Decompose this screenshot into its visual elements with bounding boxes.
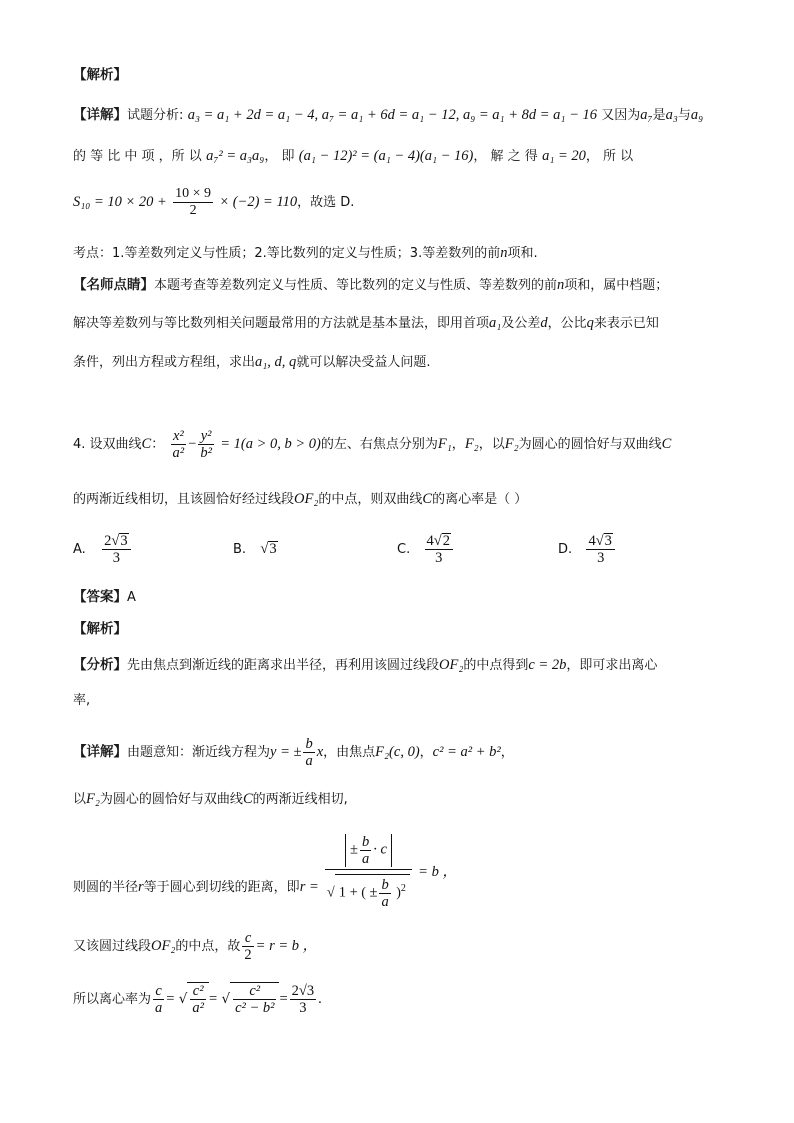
kaodian-text: 考点：1.等差数列定义与性质；2.等比数列的定义与性质；3.等差数列的前 <box>73 246 501 261</box>
section-label-teacher-tip: 【名师点睛】 <box>73 277 154 293</box>
math-term: y = ± <box>270 744 302 760</box>
mingshi-line-3 <box>73 353 430 372</box>
fraction-denominator: 3 <box>299 1000 307 1016</box>
plus-minus: ± <box>350 841 358 858</box>
math-term: n <box>557 277 565 293</box>
text-fragment: 所以离心率为 <box>73 992 152 1007</box>
fraction-denominator: a <box>381 894 389 910</box>
math-term: C <box>661 436 672 452</box>
coefficient: 4 <box>426 533 434 549</box>
text-fragment: ， 解 之 得 <box>473 149 538 164</box>
text-fragment: 的中点，故 <box>175 939 241 954</box>
math-term: OF₂ <box>151 938 176 954</box>
fraction-numerator: y² <box>198 428 214 445</box>
option-letter: D. <box>558 542 573 557</box>
choose-answer-text: ，故选 D. <box>297 195 355 210</box>
prev-detail-line-3 <box>73 186 354 219</box>
text-fragment: 条件，列出方程或方程组，求出 <box>73 355 256 370</box>
math-term: OF₂ <box>294 491 319 507</box>
fraction-numerator: b <box>381 877 389 893</box>
text-fragment: ， 即 <box>264 149 295 164</box>
text-fragment: 就可以解决受益人问题. <box>296 355 431 370</box>
text-fragment: 来表示已知 <box>593 316 659 331</box>
radicand: 3 <box>120 533 128 549</box>
option-value: $\frac{4√3}{3}$ <box>586 533 614 566</box>
xiangjie-line-1 <box>73 736 514 769</box>
math-term: a₁, d, q <box>255 354 297 370</box>
solve-equation: (a₁ − 12)² = (a₁ − 4)(a₁ − 16) <box>298 148 474 164</box>
option-letter: B. <box>233 542 247 557</box>
answer-value: A <box>127 590 136 605</box>
fraction-denominator: 2 <box>189 203 197 218</box>
math-term: a₁ <box>489 315 502 331</box>
math-term: F₂ <box>464 436 479 452</box>
fraction-denominator: a <box>155 1000 163 1016</box>
text-fragment: 先由焦点到渐近线的距离求出半径，再利用该圆过线段 <box>127 658 440 673</box>
text-fragment: 为圆心的圆恰好与双曲线 <box>99 792 243 807</box>
denominator: 3 <box>112 550 120 566</box>
fraction <box>173 186 213 219</box>
fraction-c-over-a <box>153 983 164 1016</box>
coefficient: 4 <box>588 533 596 549</box>
text-fragment: 的中点得到 <box>463 658 529 673</box>
section-label-detail: 【详解】 <box>73 107 127 123</box>
radicand: 3 <box>604 533 612 549</box>
text-fragment: 的两渐近线相切，且该圆恰好经过线段 <box>73 492 295 507</box>
math-term: n <box>500 245 508 261</box>
fraction-numerator: 2√3 <box>291 983 315 999</box>
text-fragment: 是 <box>652 108 666 123</box>
option-value: $\frac{2√3}{3}$ <box>102 533 130 566</box>
fraction-denominator: a <box>361 851 370 867</box>
math-term: a₉ <box>690 107 704 123</box>
hyperbola-condition: = 1(a > 0, b > 0) <box>220 436 321 452</box>
text-fragment: ， <box>500 745 514 760</box>
fraction-denominator: a² <box>172 445 185 461</box>
math-term: C <box>242 791 253 807</box>
sequence-equation: a₃ = a₁ + 2d = a₁ − 4, a₇ = a₁ + 6d = a₁ − 12, a₉ = a₁ + 8d = a₁ − 16 <box>187 107 597 123</box>
text-fragment: 由题意知：渐近线方程为 <box>127 745 271 760</box>
geometric-mean-equation: a₇² = a₃a₉ <box>206 148 265 164</box>
text-fragment: ， <box>451 437 465 452</box>
math-term: q <box>586 315 594 331</box>
text-fragment: 与 <box>677 108 691 123</box>
fraction-numerator: c² <box>190 983 206 1000</box>
radicand: 3 <box>269 541 277 557</box>
math-term: F₂(c, 0) <box>375 744 420 760</box>
question-4-stem-line-1: 4. 设双曲线C： $\frac{\text{x²}}{\text{a²}}$ − $\frac{\text{y²}}{\text{b²}}$ = 1(a > 0, b > 0)的左、右焦点分别为F₁，F₂，以F₂为圆心的圆恰好与双曲线C <box>73 428 672 461</box>
fraction-denominator: a <box>305 753 313 769</box>
math-term: F₁ <box>437 436 452 452</box>
fraction-numerator: c <box>153 983 164 1000</box>
fraction-numerator: x² <box>171 428 187 445</box>
xiangjie-line-3 <box>73 832 457 912</box>
math-term: F₂ <box>504 436 519 452</box>
coefficient: 2 <box>104 533 112 549</box>
text-fragment: ，公比 <box>547 316 587 331</box>
fraction-y <box>198 428 214 461</box>
text-fragment: 的 等 比 中 项 ，所 以 <box>73 149 202 164</box>
text-fragment: ，由焦点 <box>323 745 376 760</box>
fraction-denominator: c² − b² <box>235 1000 275 1016</box>
answer-line <box>73 588 136 607</box>
text-fragment: ，即可求出离心 <box>566 658 658 673</box>
math-term: a₇ <box>640 107 653 123</box>
fraction-denominator: b² <box>200 445 212 461</box>
option-letter: A. <box>73 542 86 557</box>
option-b[interactable] <box>233 541 278 558</box>
section-label-detail-2: 【详解】 <box>73 744 127 760</box>
fraction-numerator: 10 × 9 <box>175 186 212 201</box>
text-fragment: 的离心率是（ ） <box>432 492 528 507</box>
radius-fraction <box>325 832 412 912</box>
xiangjie-line-2 <box>73 790 348 809</box>
question-number-text: 4. 设双曲线 <box>73 437 142 452</box>
math-term: c = 2b <box>528 657 567 673</box>
sum-formula: S₁₀ = 10 × 20 + <box>73 194 167 210</box>
math-term: OF₂ <box>439 657 464 673</box>
math-term: · c <box>373 841 387 858</box>
text-fragment: 以 <box>73 792 87 807</box>
math-term: C <box>141 436 152 452</box>
math-term: F₂ <box>86 791 100 807</box>
math-term: C <box>422 491 433 507</box>
xiangjie-line-4 <box>73 930 317 963</box>
exponent: 2 <box>400 883 406 895</box>
fraction-c-over-2 <box>242 930 253 963</box>
math-term: r <box>138 878 144 895</box>
text-fragment: 为圆心的圆恰好与双曲线 <box>518 437 662 452</box>
text-fragment: 的两渐近线相切, <box>252 792 348 807</box>
section-label-analysis-2: 【解析】 <box>73 621 127 637</box>
text-fragment: 项和. <box>507 246 538 261</box>
section-label-fenxi: 【分析】 <box>73 657 127 673</box>
text-fragment: ， <box>419 745 433 760</box>
mingshi-line-1 <box>73 276 668 295</box>
text-fragment: 则圆的半径 <box>73 879 139 895</box>
text-fragment: 等于圆心到切线的距离，即 <box>143 879 300 895</box>
text-fragment: 及公差 <box>501 316 541 331</box>
math-term: d <box>540 315 548 331</box>
fraction-b-over-a <box>303 736 314 769</box>
option-d[interactable] <box>558 533 617 566</box>
intro-text: 试题分析: <box>127 108 184 123</box>
math-term: r = <box>299 878 319 895</box>
sqrt-c2-over-a2 <box>187 982 209 1016</box>
solution-value: a₁ = 20 <box>542 148 586 164</box>
text-fragment: 又因为 <box>601 108 641 123</box>
denominator: 3 <box>435 550 443 566</box>
eccentricity-result <box>290 983 316 1016</box>
math-term: a₃ <box>665 107 678 123</box>
kaodian-line <box>73 244 538 263</box>
text-fragment: 又该圆过线段 <box>73 939 152 954</box>
fraction-numerator: b <box>361 834 370 850</box>
plus-minus: ± <box>369 884 378 901</box>
sum-formula-tail: × (−2) = 110 <box>219 194 298 210</box>
option-c[interactable] <box>397 533 455 566</box>
period: . <box>318 991 322 1007</box>
section-label-answer: 【答案】 <box>73 589 127 605</box>
math-term: = b ， <box>418 864 457 880</box>
prev-detail-line-2 <box>73 147 633 166</box>
text-fragment: 解决等差数列与等比数列相关问题最常用的方法就是基本量法，即用首项 <box>73 316 490 331</box>
radius-numerator <box>325 832 412 870</box>
radius-denominator: √ 1 + ( ± $\frac{b}{a}$ )$^2$ <box>325 870 412 912</box>
text-fragment: ， 所 以 <box>585 149 634 164</box>
xiangjie-line-5: 所以离心率为 $\frac{c}{a}$ = √ $\frac{\text{c²}}{\text{a²}}$ = √ $\frac{\text{c²}}{\text{c² − b²}}$ = $\frac{2√3}{3}$ . <box>73 983 322 1016</box>
fraction-denominator: 2 <box>244 947 252 963</box>
question-4-stem-line-2 <box>73 490 527 509</box>
fraction-x <box>171 428 187 461</box>
option-value: √3 <box>260 541 277 557</box>
prev-detail-line-1 <box>73 106 703 125</box>
mingshi-line-2 <box>73 314 659 333</box>
fraction-numerator: c² <box>233 983 276 1000</box>
fenxi-line-2: 率, <box>73 693 91 708</box>
text-fragment: 的中点，则双曲线 <box>318 492 423 507</box>
fenxi-line-1 <box>73 656 657 675</box>
fraction-numerator: b <box>305 736 313 752</box>
math-term: = r = b ， <box>255 938 318 954</box>
sqrt-c2-over-diff <box>230 982 279 1016</box>
text-fragment: 项和，属中档题； <box>564 278 669 293</box>
math-term: x <box>316 744 324 760</box>
math-term: c² = a² + b² <box>432 744 501 760</box>
radicand: 2 <box>442 533 450 549</box>
text-fragment: 的左、右焦点分别为 <box>320 437 438 452</box>
option-a[interactable] <box>73 533 133 566</box>
text-fragment: ，以 <box>478 437 505 452</box>
section-label-analysis: 【解析】 <box>73 67 127 83</box>
option-letter: C. <box>397 542 411 557</box>
fraction-numerator: c <box>242 930 253 947</box>
math-term: 1 + <box>338 884 358 901</box>
text-fragment: ： <box>151 437 165 452</box>
option-value: $\frac{4√2}{3}$ <box>425 533 453 566</box>
denominator: 3 <box>597 550 605 566</box>
fraction-denominator: a² <box>192 1000 204 1016</box>
text-fragment: 本题考查等差数列定义与性质、等比数列的定义与性质、等差数列的前 <box>154 278 558 293</box>
